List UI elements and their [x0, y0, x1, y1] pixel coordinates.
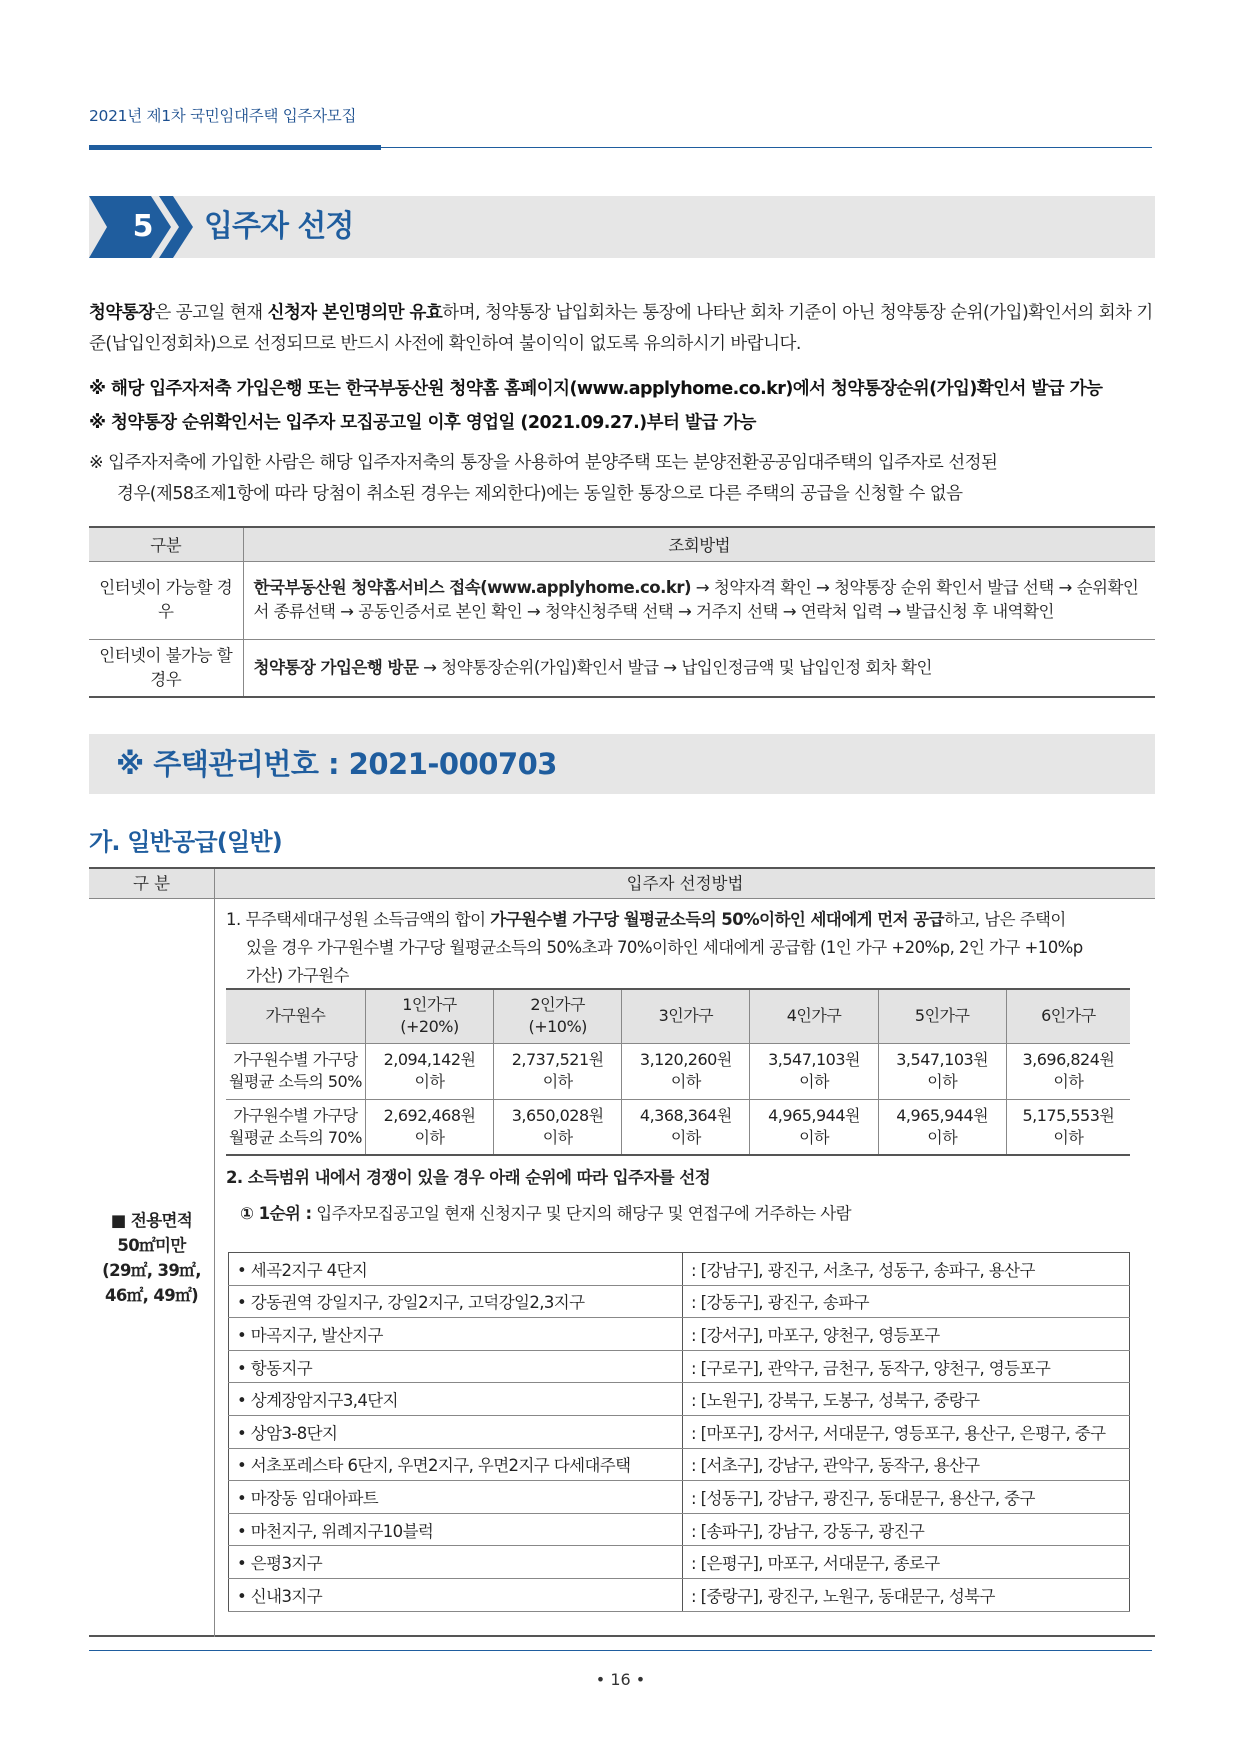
table-row	[89, 561, 1155, 639]
intro-paragraph: 청약통장은 공고일 현재 신청자 본인명의만 유효하며, 청약통장 납입회차는 통장에 나타난 회차 기준이 아닌 청약통장 순위(가입)확인서의 회차 기준(납입인정회차)으로 선정되므로 반드시 사전에 확인하여 불이익이 없도록 유의하시기 바랍니다.	[89, 303, 1153, 354]
housing-id: ※ 주택관리번호 : 2021-000703	[116, 747, 557, 781]
lookup-method-table	[89, 526, 1155, 698]
district-list: : [강서구], 마포구, 양천구, 영등포구	[683, 1318, 1130, 1351]
rule-1: 1. 무주택세대구성원 소득금액의 합이 가구원수별 가구당 월평균소득의 50%이하인 세대에게 먼저 공급하고, 남은 주택이 있을 경우 가구원수별 가구당 월평균소득의 50%초과 70%이하인 세대에게 공급함 (1인 가구 +20%p, 2인 가구 +10%p 가산) 가구원수	[226, 910, 1083, 985]
sub-heading: 가. 일반공급(일반)	[89, 828, 282, 856]
complex-name: • 세곡2지구 4단지	[229, 1253, 683, 1286]
district-list: : [송파구], 강남구, 강동구, 광진구	[683, 1513, 1130, 1546]
table-row	[229, 1578, 1130, 1611]
rank-1: ① 1순위 : 입주자모집공고일 현재 신청지구 및 단지의 해당구 및 연접구에 거주하는 사람	[240, 1204, 851, 1223]
table-cell: 3,120,260원 이하	[622, 1043, 750, 1099]
table-cell: 가구원수별 가구당 월평균 소득의 70%	[226, 1099, 365, 1155]
district-list: : [강남구], 광진구, 서초구, 성동구, 송파구, 용산구	[683, 1253, 1130, 1286]
district-list: : [강동구], 광진구, 송파구	[683, 1285, 1130, 1318]
complex-name: • 마천지구, 위례지구10블럭	[229, 1513, 683, 1546]
complex-name: • 강동권역 강일지구, 강일2지구, 고덕강일2,3지구	[229, 1285, 683, 1318]
complex-name: • 은평3지구	[229, 1546, 683, 1579]
table-cell: 5,175,553원 이하	[1006, 1099, 1130, 1155]
table-row	[229, 1481, 1130, 1514]
table-header: 조회방법	[243, 527, 1155, 561]
table-cell: 3,547,103원 이하	[750, 1043, 878, 1099]
table-cell: 4,965,944원 이하	[878, 1099, 1006, 1155]
table-row	[229, 1253, 1130, 1286]
table-cell: 2,692,468원 이하	[365, 1099, 493, 1155]
row-method: 청약통장 가입은행 방문 → 청약통장순위(가입)확인서 발급 → 납입인정금액 및 납입인정 회차 확인	[243, 639, 1155, 697]
income-header-row	[226, 989, 1130, 1043]
district-list: : [성동구], 강남구, 광진구, 동대문구, 용산구, 중구	[683, 1481, 1130, 1514]
table-cell: 2,737,521원 이하	[494, 1043, 622, 1099]
table-header: 입주자 선정방법	[626, 874, 744, 893]
table-header: 4인가구	[750, 989, 878, 1043]
table-header: 가구원수	[226, 989, 365, 1043]
table-cell: 2,094,142원 이하	[365, 1043, 493, 1099]
table-row	[229, 1513, 1130, 1546]
section-number: 5	[132, 209, 154, 244]
area-label: ■ 전용면적 50㎡미만 (29㎡, 39㎡, 46㎡, 49㎡)	[102, 1211, 201, 1305]
intro-keyword: 청약통장	[89, 303, 155, 323]
row-type: 인터넷이 가능할 경우	[89, 561, 243, 639]
table-header: 구분	[89, 527, 243, 561]
complex-name: • 상계장암지구3,4단지	[229, 1383, 683, 1416]
header-rule-accent	[89, 145, 381, 150]
table-row	[229, 1318, 1130, 1351]
table-row	[229, 1546, 1130, 1579]
table-row	[226, 1043, 1130, 1099]
district-list: : [마포구], 강서구, 서대문구, 영등포구, 용산구, 은평구, 중구	[683, 1415, 1130, 1448]
complex-name: • 서초포레스타 6단지, 우면2지구, 우면2지구 다세대주택	[229, 1448, 683, 1481]
table-header: 구 분	[132, 874, 171, 893]
note-duplicate-restriction: ※ 입주자저축에 가입한 사람은 해당 입주자저축의 통장을 사용하여 분양주택 또는 분양전환공공임대주택의 입주자로 선정된 경우(제58조제1항에 따라 당첨이 취소된 경우는 제외한다)에는 동일한 통장으로 다른 주택의 공급을 신청할 수 없음	[89, 453, 998, 504]
table-row	[229, 1350, 1130, 1383]
table-row	[229, 1383, 1130, 1416]
section-title: 입주자 선정	[204, 209, 354, 244]
district-list: : [서초구], 강남구, 관악구, 동작구, 용산구	[683, 1448, 1130, 1481]
complex-name: • 마곡지구, 발산지구	[229, 1318, 683, 1351]
table-cell: 3,547,103원 이하	[878, 1043, 1006, 1099]
district-list: : [구로구], 관악구, 금천구, 동작구, 양천구, 영등포구	[683, 1350, 1130, 1383]
table-row	[226, 1099, 1130, 1155]
table-header: 2인가구 (+10%)	[494, 989, 622, 1043]
district-list: : [노원구], 강북구, 도봉구, 성북구, 중랑구	[683, 1383, 1130, 1416]
column-divider	[214, 869, 215, 1637]
complex-name: • 항동지구	[229, 1350, 683, 1383]
page-number: • 16 •	[595, 1670, 646, 1689]
table-cell: 4,965,944원 이하	[750, 1099, 878, 1155]
table-cell: 3,650,028원 이하	[494, 1099, 622, 1155]
note-certificate-issuance: ※ 해당 입주자저축 가입은행 또는 한국부동산원 청약홈 홈페이지(www.applyhome.co.kr)에서 청약통장순위(가입)확인서 발급 가능	[89, 379, 1103, 399]
table-row	[229, 1415, 1130, 1448]
table-row	[229, 1448, 1130, 1481]
table-cell: 가구원수별 가구당 월평균 소득의 50%	[226, 1043, 365, 1099]
complex-name: • 신내3지구	[229, 1578, 683, 1611]
district-table	[228, 1252, 1130, 1612]
row-method: 한국부동산원 청약홈서비스 접속(www.applyhome.co.kr) → 청약자격 확인 → 청약통장 순위 확인서 발급 선택 → 순위확인서 종류선택 → 공동인증서로 본인 확인 → 청약신청주택 선택 → 거주지 선택 → 연락처 입력 → 발급신청 후 내역확인	[243, 561, 1155, 639]
note-issuance-date: ※ 청약통장 순위확인서는 입주자 모집공고일 이후 영업일 (2021.09.27.)부터 발급 가능	[89, 413, 756, 433]
table-row	[89, 639, 1155, 697]
complex-name: • 마장동 임대아파트	[229, 1481, 683, 1514]
footer-rule	[89, 1650, 1152, 1651]
table-header: 3인가구	[622, 989, 750, 1043]
district-list: : [은평구], 마포구, 서대문구, 종로구	[683, 1546, 1130, 1579]
row-type: 인터넷이 불가능 할 경우	[89, 639, 243, 697]
district-list: : [중랑구], 광진구, 노원구, 동대문구, 성북구	[683, 1578, 1130, 1611]
table-header: 1인가구 (+20%)	[365, 989, 493, 1043]
table-row	[229, 1285, 1130, 1318]
table-cell: 3,696,824원 이하	[1006, 1043, 1130, 1099]
table-cell: 4,368,364원 이하	[622, 1099, 750, 1155]
table-header: 6인가구	[1006, 989, 1130, 1043]
income-table	[226, 988, 1130, 1156]
complex-name: • 상암3-8단지	[229, 1415, 683, 1448]
table-header: 5인가구	[878, 989, 1006, 1043]
rule-2: 2. 소득범위 내에서 경쟁이 있을 경우 아래 순위에 따라 입주자를 선정	[226, 1168, 711, 1187]
running-header: 2021년 제1차 국민임대주택 입주자모집	[89, 107, 357, 125]
